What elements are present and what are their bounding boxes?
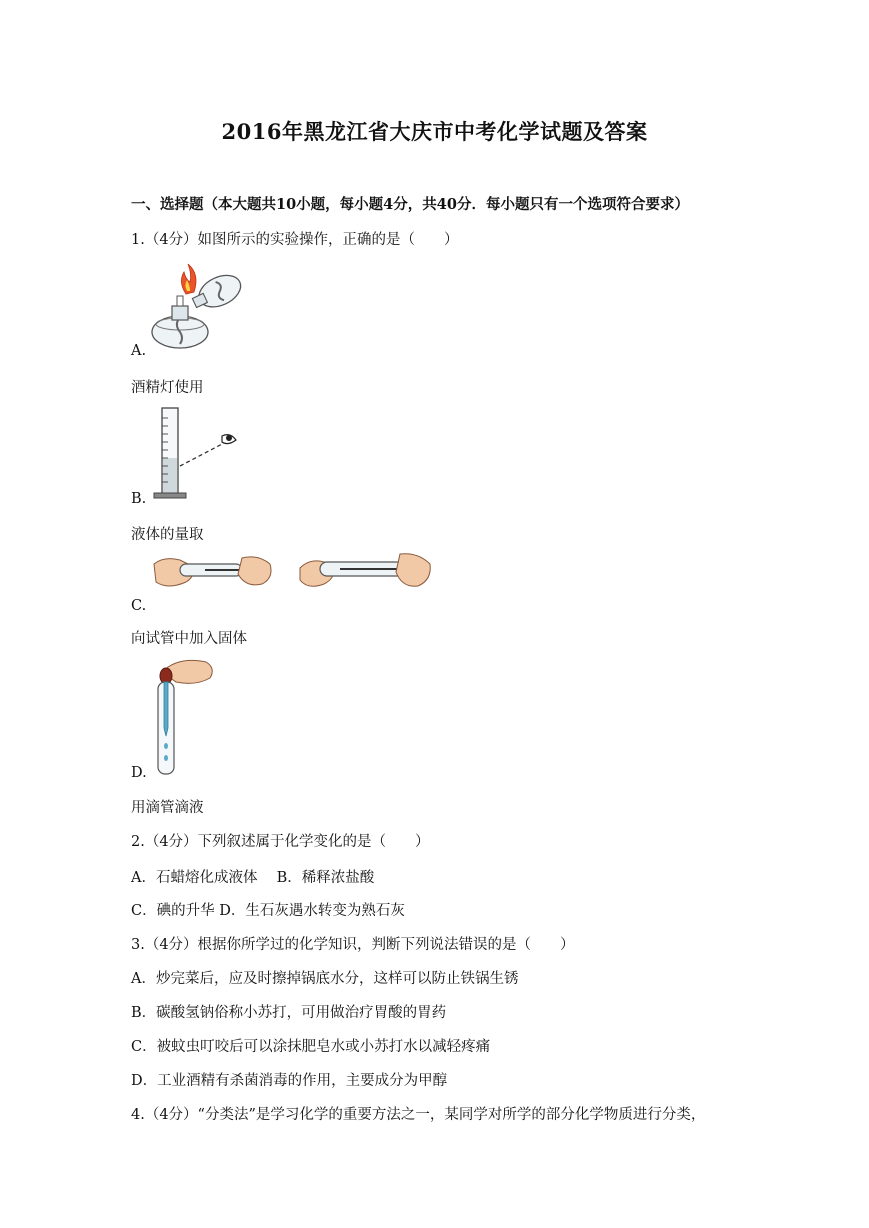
q3-stem: 3.（4分）根据你所学过的化学知识，判断下列说法错误的是（ ） — [131, 937, 575, 953]
q1-option-d-letter: D. — [131, 765, 147, 781]
q3-option-c: C．被蚊虫叮咬后可以涂抹肥皂水或小苏打水以减轻疼痛 — [131, 1039, 491, 1055]
q1-option-c-caption: 向试管中加入固体 — [131, 631, 247, 647]
q4-stem: 4.（4分）“分类法”是学习化学的重要方法之一，某同学对所学的部分化学物质进行分类， — [131, 1107, 706, 1123]
document-title: 2016年黑龙江省大庆市中考化学试题及答案 — [221, 119, 648, 144]
dropper-into-tube-icon — [150, 654, 220, 778]
section-heading: 一、选择题（本大题共10小题，每小题4分，共40分．每小题只有一个选项符合要求） — [131, 196, 689, 213]
q1-stem: 1.（4分）如图所示的实验操作，正确的是（ ） — [131, 232, 459, 248]
q1-option-b-letter: B. — [131, 491, 147, 507]
q1-option-d-caption: 用滴管滴液 — [131, 800, 204, 816]
alcohol-lamp-lighting-icon — [150, 258, 250, 352]
q3-option-a: A．炒完菜后，应及时擦掉锅底水分，这样可以防止铁锅生锈 — [131, 971, 519, 987]
q1-option-c-letter: C. — [131, 598, 147, 614]
q3-option-d: D．工业酒精有杀菌消毒的作用，主要成分为甲醇 — [131, 1073, 448, 1089]
q2-options-row-2: C．碘的升华 D．生石灰遇水转变为熟石灰 — [131, 903, 405, 919]
q1-option-a-caption: 酒精灯使用 — [131, 380, 204, 396]
q2-stem: 2.（4分）下列叙述属于化学变化的是（ ） — [131, 834, 430, 850]
q3-option-b: B．碳酸氢钠俗称小苏打，可用做治疗胃酸的胃药 — [131, 1005, 447, 1021]
graduated-cylinder-reading-icon — [150, 406, 250, 502]
test-tube-solid-loading-icon — [150, 546, 440, 598]
q1-option-a-letter: A. — [131, 343, 147, 359]
q1-option-b-caption: 液体的量取 — [131, 527, 204, 543]
q2-options-row-1: A．石蜡熔化成液体 B．稀释浓盐酸 — [131, 870, 375, 886]
